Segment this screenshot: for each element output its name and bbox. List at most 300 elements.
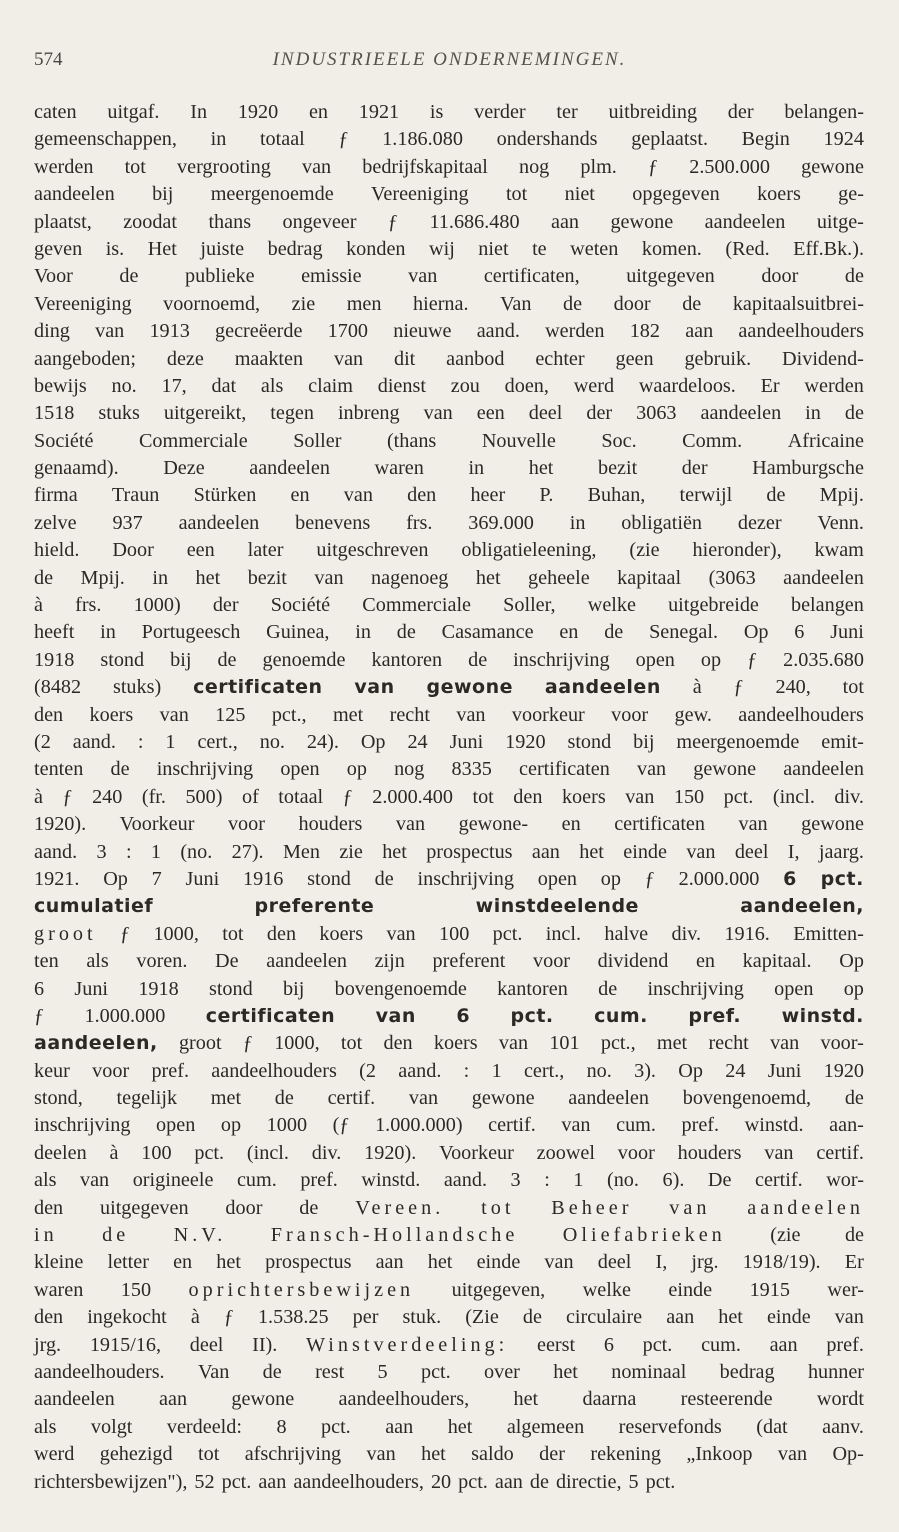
word: groot: [34, 922, 97, 945]
word: einde: [668, 1278, 713, 1301]
word: werden: [804, 374, 864, 397]
word: als: [86, 950, 109, 973]
text-line: [34, 1386, 864, 1413]
word: plaatst,: [34, 210, 92, 233]
word: recht: [708, 1032, 749, 1055]
word: (zie: [770, 1224, 801, 1247]
word: à: [34, 785, 43, 808]
text-line: [34, 592, 864, 619]
word: winstd.: [361, 1169, 421, 1192]
word: genoemde: [262, 648, 346, 671]
word: van: [738, 813, 768, 836]
word: de: [274, 1087, 294, 1110]
word: groot: [178, 1032, 222, 1055]
word: van: [333, 347, 364, 370]
word: zoodat: [123, 210, 177, 233]
word: 1700: [327, 320, 369, 343]
word: ge-: [838, 183, 864, 206]
word: 1000): [133, 594, 181, 617]
text-line: [34, 893, 864, 920]
word: 1.186.080: [382, 128, 463, 151]
word: weten: [570, 237, 619, 260]
word: 3: [510, 1169, 521, 1192]
word: à: [692, 676, 702, 699]
word: en: [290, 484, 310, 507]
word: voren.: [136, 950, 188, 973]
word: Mpij.: [819, 484, 864, 507]
word: niet: [564, 183, 595, 206]
word: in: [569, 511, 586, 534]
word: Soc.: [601, 429, 637, 452]
word: 8335: [451, 758, 492, 781]
word: houders: [677, 1141, 742, 1164]
word: van: [636, 758, 667, 781]
word: aandeelen: [704, 210, 786, 233]
word: pref.: [826, 1333, 864, 1356]
word: Oliefabrieken: [562, 1224, 726, 1247]
word: dat: [211, 374, 237, 397]
word: div.: [834, 785, 864, 808]
word: Vereen.: [355, 1196, 445, 1219]
word: door: [761, 265, 799, 288]
word: aandeelhouders,: [338, 1388, 470, 1411]
word: nog: [518, 155, 550, 178]
word: het: [553, 1360, 578, 1383]
word: kantoren: [497, 977, 568, 1000]
word: certificaten,: [483, 265, 580, 288]
word: tot: [198, 1443, 220, 1466]
word: 1.000.000): [375, 1114, 463, 1137]
word: pct.: [458, 1470, 488, 1493]
word: (8482: [34, 676, 82, 699]
word: aand.: [476, 320, 520, 343]
word: van: [834, 1306, 864, 1329]
word: 3).: [634, 1059, 656, 1082]
word: in: [355, 621, 371, 644]
word: pct.: [645, 1470, 676, 1493]
text-line: [34, 181, 864, 208]
word: totaal: [278, 785, 324, 808]
word: 500): [185, 785, 223, 808]
word: tot: [842, 676, 864, 699]
word: (no.: [606, 1169, 639, 1192]
word: de: [217, 648, 237, 671]
body-text: [34, 99, 864, 1496]
word: pref.: [151, 1059, 189, 1082]
word: van: [314, 566, 344, 589]
word: den: [34, 1306, 64, 1329]
word: van: [544, 1251, 574, 1274]
word: tegen: [270, 402, 314, 425]
word: bij: [633, 730, 655, 753]
word: 150: [673, 785, 705, 808]
word: Société: [34, 429, 94, 452]
word: belangen: [791, 594, 864, 617]
word: 1: [491, 1059, 502, 1082]
word: Juni: [449, 730, 484, 753]
word: kleine: [34, 1251, 84, 1274]
word: resteerende: [680, 1388, 773, 1411]
word: den: [34, 1196, 64, 1219]
word: gew.: [674, 703, 712, 726]
word: met: [332, 703, 364, 726]
word: met: [210, 1087, 242, 1110]
word: oprichtersbewijzen: [188, 1278, 415, 1301]
word: rest: [315, 1360, 345, 1383]
word: als: [260, 374, 284, 397]
word: gecreëerde: [215, 320, 303, 343]
word: de: [468, 648, 488, 671]
text-line: [34, 674, 864, 701]
word: no.: [111, 374, 137, 397]
word: 1916.: [724, 922, 770, 945]
word: Er: [760, 374, 780, 397]
word: aandeelen: [700, 402, 782, 425]
word: over: [484, 1360, 520, 1383]
word: (fr.: [141, 785, 166, 808]
word: (2: [34, 730, 51, 753]
word: ƒ: [342, 785, 353, 808]
text-line: [34, 154, 864, 181]
word: jrg.: [691, 1251, 719, 1274]
word: aanbod: [446, 347, 505, 370]
word: zie: [291, 292, 316, 315]
word: uitgegeven,: [451, 1278, 546, 1301]
word: eerst: [536, 1333, 576, 1356]
word: richtersbewijzen"),: [34, 1470, 188, 1493]
word: certificaten: [519, 758, 610, 781]
word: certif.: [755, 1169, 803, 1192]
word: voor: [611, 703, 649, 726]
word: gehezigd: [99, 1443, 173, 1466]
word: der: [212, 594, 239, 617]
word: (incl.: [772, 785, 815, 808]
word: zie: [339, 840, 363, 863]
word: 240,: [775, 676, 811, 699]
bold-word: van: [375, 1004, 416, 1027]
word: meergenoemde: [210, 183, 334, 206]
bold-word: aandeelen,: [34, 1032, 158, 1055]
word: Casamance: [441, 621, 534, 644]
bold-word: aandeelen: [544, 676, 661, 699]
word: uitgebreide: [668, 594, 759, 617]
text-line: [34, 510, 864, 537]
word: open: [635, 648, 675, 671]
word: ten: [34, 950, 59, 973]
word: 24: [407, 730, 428, 753]
word: het: [195, 566, 221, 589]
word: Op: [743, 621, 769, 644]
word: konden: [346, 237, 406, 260]
word: van: [764, 1141, 794, 1164]
word: Juni: [74, 977, 109, 1000]
word: den: [407, 484, 437, 507]
word: wor-: [826, 1169, 864, 1192]
word: koers: [319, 922, 364, 945]
word: de: [522, 1306, 542, 1329]
word: inschrijving: [417, 867, 514, 890]
word: pct.: [221, 1470, 252, 1493]
word: aan: [385, 1415, 414, 1438]
word: is: [429, 101, 444, 123]
bold-word: winstd.: [781, 1004, 864, 1027]
word: 1920: [505, 730, 546, 753]
word: 7: [151, 867, 162, 890]
word: saldo: [471, 1443, 514, 1466]
word: open: [280, 758, 320, 781]
word: hunner: [807, 1360, 864, 1383]
word: 2.035.680: [783, 648, 864, 671]
word: der: [681, 457, 708, 480]
word: aandeelen: [34, 1388, 115, 1411]
word: bovengenoemde: [334, 977, 467, 1000]
word: open: [156, 1114, 196, 1137]
word: div.: [671, 922, 702, 945]
word: cum.: [236, 1169, 277, 1192]
text-line: [34, 1195, 864, 1222]
word: tot: [124, 155, 146, 178]
word: Door: [112, 539, 154, 562]
word: Dividend-: [782, 347, 864, 370]
word: 5: [377, 1360, 388, 1383]
word: en: [559, 621, 579, 644]
word: werden: [34, 155, 94, 178]
word: inschrijving: [513, 648, 610, 671]
word: aandeelhouders,: [293, 1470, 424, 1493]
word: op: [843, 977, 864, 1000]
word: Comm.: [682, 429, 743, 452]
word: inbreng: [337, 402, 400, 425]
bold-word: pct.: [510, 1004, 554, 1027]
word: ƒ: [387, 210, 399, 233]
text-line: [34, 756, 864, 783]
word: aandeelhouders.: [34, 1360, 165, 1383]
word: incl.: [545, 922, 582, 945]
word: Begin: [741, 128, 790, 151]
word: werden: [545, 320, 605, 343]
word: der: [586, 402, 613, 425]
word: de: [102, 1224, 130, 1247]
word: 100: [141, 1141, 172, 1164]
word: ƒ: [34, 1004, 45, 1027]
text-line: [34, 1003, 864, 1030]
page-header: [34, 49, 865, 79]
word: de: [844, 1087, 864, 1110]
word: tot: [340, 1032, 363, 1055]
text-line: [34, 373, 864, 400]
word: nominaal: [611, 1360, 687, 1383]
word: het: [216, 1251, 241, 1274]
word: De: [215, 950, 239, 973]
word: stond: [567, 730, 612, 753]
word: Het: [147, 237, 177, 260]
word: deelen: [34, 1141, 87, 1164]
word: Vereeniging: [371, 183, 469, 206]
word: aanv.: [822, 1415, 864, 1438]
text-line: [34, 1085, 864, 1112]
word: stond,: [34, 1087, 83, 1110]
word: 150: [120, 1278, 152, 1301]
bold-word: cum.: [594, 1004, 648, 1027]
word: zou: [450, 374, 480, 397]
word: frs.: [406, 511, 433, 534]
bold-word: pref.: [688, 1004, 742, 1027]
word: benevens: [295, 511, 371, 534]
word: 125: [215, 703, 246, 726]
word: (thans: [386, 429, 437, 452]
word: tot: [481, 1196, 515, 1219]
word: publieke: [185, 265, 255, 288]
word: der: [539, 1443, 565, 1466]
word: werd: [573, 374, 615, 397]
bold-word: 6: [456, 1004, 471, 1027]
word: aan: [685, 320, 714, 343]
text-line: [34, 428, 864, 455]
word: van: [301, 155, 332, 178]
word: Op: [678, 1059, 703, 1082]
word: aan: [258, 1470, 287, 1493]
word: 1921.: [34, 867, 80, 890]
word: uitgaf.: [107, 101, 160, 123]
word: Soller,: [503, 594, 556, 617]
word: per: [352, 1306, 379, 1329]
word: aandeelen: [34, 183, 115, 206]
word: bezit: [247, 566, 287, 589]
word: 1.538.25: [257, 1306, 329, 1329]
word: 1918: [138, 977, 179, 1000]
word: aan: [666, 1306, 695, 1329]
word: pct.,: [271, 703, 307, 726]
text-line: [34, 1030, 864, 1057]
word: deel: [528, 402, 563, 425]
word: open: [774, 977, 814, 1000]
word: einde: [623, 840, 667, 863]
text-line: [34, 1167, 864, 1194]
word: Portugeesch: [141, 621, 241, 644]
word: koers: [757, 183, 801, 206]
word: ƒ: [338, 128, 349, 151]
word: certif.: [327, 1087, 376, 1110]
word: bij: [283, 977, 305, 1000]
word: rekening: [590, 1443, 661, 1466]
word: 1.000.000: [84, 1004, 166, 1027]
word: is.: [105, 237, 125, 260]
word: juiste: [200, 237, 245, 260]
word: aan: [375, 1251, 404, 1274]
word: men: [346, 292, 382, 315]
word: kantoren: [371, 648, 443, 671]
word: stuk.: [402, 1306, 442, 1329]
word: aandeelen: [783, 566, 864, 589]
word: aand.: [398, 1059, 442, 1082]
word: ƒ: [242, 1032, 253, 1055]
word: ƒ: [644, 867, 655, 890]
word: de: [598, 977, 618, 1000]
word: 6: [34, 977, 45, 1000]
word: stuks): [112, 676, 162, 699]
word: cert.,: [197, 730, 238, 753]
word: wij: [429, 237, 455, 260]
word: waren: [374, 457, 424, 480]
word: van: [395, 813, 426, 836]
word: 1915: [749, 1278, 790, 1301]
word: Commerciale: [138, 429, 248, 452]
word: (dat: [756, 1415, 788, 1438]
word: P.: [539, 484, 554, 507]
word: Voorkeur: [439, 1141, 514, 1164]
word: In: [190, 101, 208, 123]
word: volgt: [90, 1415, 133, 1438]
text-line: [34, 346, 864, 373]
word: pref.: [681, 1114, 720, 1137]
word: 2.000.400: [372, 785, 453, 808]
text-line: [34, 565, 864, 592]
text-line: [34, 647, 864, 674]
word: 11.686.480: [429, 210, 520, 233]
bold-word: certificaten: [205, 1004, 336, 1027]
word: op: [346, 758, 367, 781]
text-line: [34, 784, 864, 811]
word: 2.500.000: [689, 155, 770, 178]
word: het: [528, 457, 554, 480]
word: 27).: [231, 840, 264, 863]
word: aan-: [829, 1114, 864, 1137]
word: verder: [474, 101, 526, 123]
word: Winstverdeeling:: [306, 1333, 509, 1356]
word: houders: [298, 813, 363, 836]
word: 1000: [266, 1114, 308, 1137]
bold-word: aandeelen,: [740, 895, 864, 918]
word: certif.: [816, 1141, 864, 1164]
word: in: [34, 1224, 58, 1247]
word: 1916: [242, 867, 284, 890]
word: tegelijk: [116, 1087, 178, 1110]
word: het: [475, 566, 501, 589]
word: dienst: [377, 374, 426, 397]
word: gewone: [693, 758, 757, 781]
word: totaal: [259, 128, 305, 151]
word: Africaine: [787, 429, 864, 452]
word: claim: [308, 374, 353, 397]
word: en: [561, 813, 581, 836]
word: 24: [725, 1059, 746, 1082]
word: div.: [311, 1141, 342, 1164]
word: voor: [533, 950, 571, 973]
word: belangen-: [784, 101, 864, 123]
word: deel: [734, 840, 769, 863]
word: bij: [152, 183, 174, 206]
word: inschrijving: [156, 758, 254, 781]
word: voor: [617, 1141, 655, 1164]
text-line: [34, 1140, 864, 1167]
word: van: [386, 922, 416, 945]
word: uitgegeven: [100, 1196, 189, 1219]
word: aan: [159, 1388, 188, 1411]
word: van: [456, 703, 486, 726]
word: den: [34, 703, 64, 726]
text-line: [34, 1058, 864, 1085]
word: (no.: [180, 840, 213, 863]
word: daarna: [582, 1388, 637, 1411]
word: aand.: [34, 840, 78, 863]
word: nieuwe: [393, 320, 452, 343]
text-line: [34, 921, 864, 948]
text-line: [34, 236, 864, 263]
word: en: [173, 1251, 193, 1274]
word: ƒ: [62, 785, 73, 808]
word: 937: [112, 511, 143, 534]
word: kapitaalsuitbrei-: [732, 292, 864, 315]
